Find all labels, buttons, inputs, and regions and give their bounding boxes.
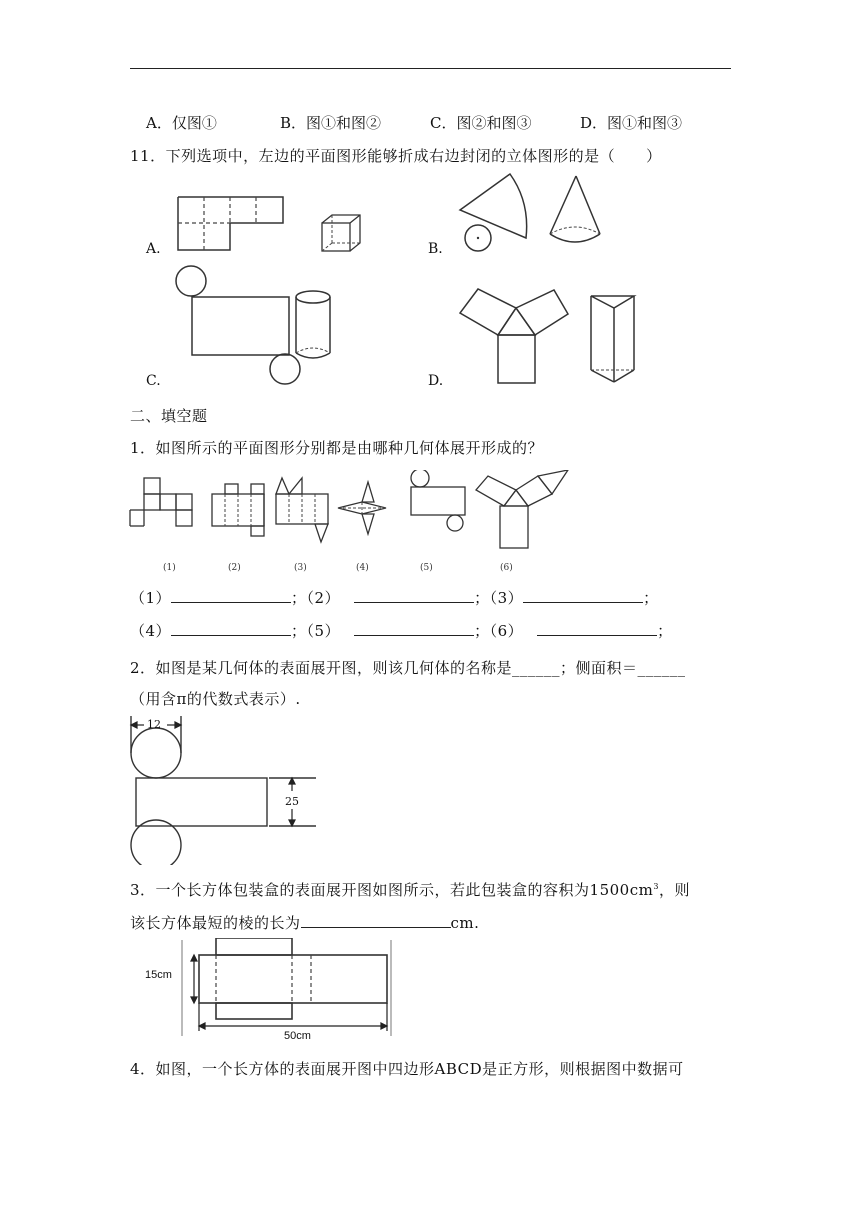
fq1-blank-2[interactable] [354, 588, 474, 603]
fq1-caption-4: (4) [356, 563, 369, 573]
header-rule [130, 68, 731, 69]
q10-option-a: A．仅图① [146, 114, 217, 132]
fq1-blank-6[interactable] [537, 621, 657, 636]
fq1-nets-figure [128, 470, 598, 550]
q11-c-label: C. [146, 373, 161, 389]
q11-a-figure [175, 195, 375, 257]
q10-option-b: B．图①和图② [280, 114, 382, 132]
fq2-dim-top: 12 [147, 718, 161, 731]
fq2-question-line1: 2．如图是某几何体的表面展开图，则该几何体的名称是______；侧面积＝______ [130, 659, 686, 677]
fq2-cylinder-net-figure [128, 713, 323, 865]
fq4-question: 4．如图，一个长方体的表面展开图中四边形ABCD是正方形，则根据图中数据可 [130, 1060, 684, 1078]
fq3-text-1b: ，则 [658, 881, 690, 899]
q11-a-label: A. [146, 241, 161, 257]
fq2-dim-right: 25 [285, 795, 299, 808]
fq2-question-line2: （用含π的代数式表示）. [130, 690, 301, 708]
fq1-label-5: ；（5） [291, 622, 341, 640]
fq3-dim-bottom: 50cm [284, 1030, 311, 1042]
q11-b-label: B. [428, 241, 443, 257]
q10-option-d: D．图①和图③ [580, 114, 683, 132]
fq1-label-3: ；（3） [474, 589, 524, 607]
section-title: 二、填空题 [130, 407, 208, 425]
fq3-superscript: 3 [653, 882, 659, 891]
fq1-question: 1．如图所示的平面图形分别都是由哪种几何体展开形成的？ [130, 439, 544, 457]
fq1-caption-3: (3) [294, 563, 307, 573]
fq1-blank-3[interactable] [523, 588, 643, 603]
fq1-blank-5[interactable] [354, 621, 474, 636]
q11-d-figure [458, 288, 642, 388]
fq1-label-2: ；（2） [291, 589, 341, 607]
fq3-question-line2 [130, 912, 479, 933]
fq1-end-1: ； [643, 589, 659, 607]
fq1-label-6: ；（6） [474, 622, 524, 640]
fq1-caption-1: (1) [163, 563, 176, 573]
q11-d-label: D. [428, 373, 444, 389]
fq1-label-4: （4） [130, 622, 172, 640]
fq3-text-2b: cm. [450, 914, 480, 932]
fq1-caption-2: (2) [228, 563, 241, 573]
fq3-question-line1 [130, 879, 690, 900]
fq1-caption-5: (5) [420, 563, 433, 573]
q11-question: 11．下列选项中，左边的平面图形能够折成右边封闭的立体图形的是（ ） [130, 147, 662, 165]
fq3-dim-left: 15cm [145, 969, 172, 981]
fq1-answer-row-2 [130, 620, 673, 641]
fq3-blank[interactable] [301, 913, 451, 928]
fq1-blank-4[interactable] [171, 621, 291, 636]
fq1-caption-6: (6) [500, 563, 513, 573]
fq1-answer-row-1 [130, 587, 659, 608]
q10-option-c: C．图②和图③ [430, 114, 532, 132]
fq1-end-2: ； [657, 622, 673, 640]
fq3-text-2a: 该长方体最短的棱的长为 [130, 914, 301, 932]
fq3-box-net-lines [140, 938, 400, 1038]
q11-b-figure [458, 172, 618, 254]
fq3-text-1a: 3．一个长方体包装盒的表面展开图如图所示，若此包装盒的容积为1500cm [130, 881, 654, 899]
fq1-label-1: （1） [130, 589, 172, 607]
fq1-blank-1[interactable] [171, 588, 291, 603]
q11-c-figure [172, 263, 337, 385]
